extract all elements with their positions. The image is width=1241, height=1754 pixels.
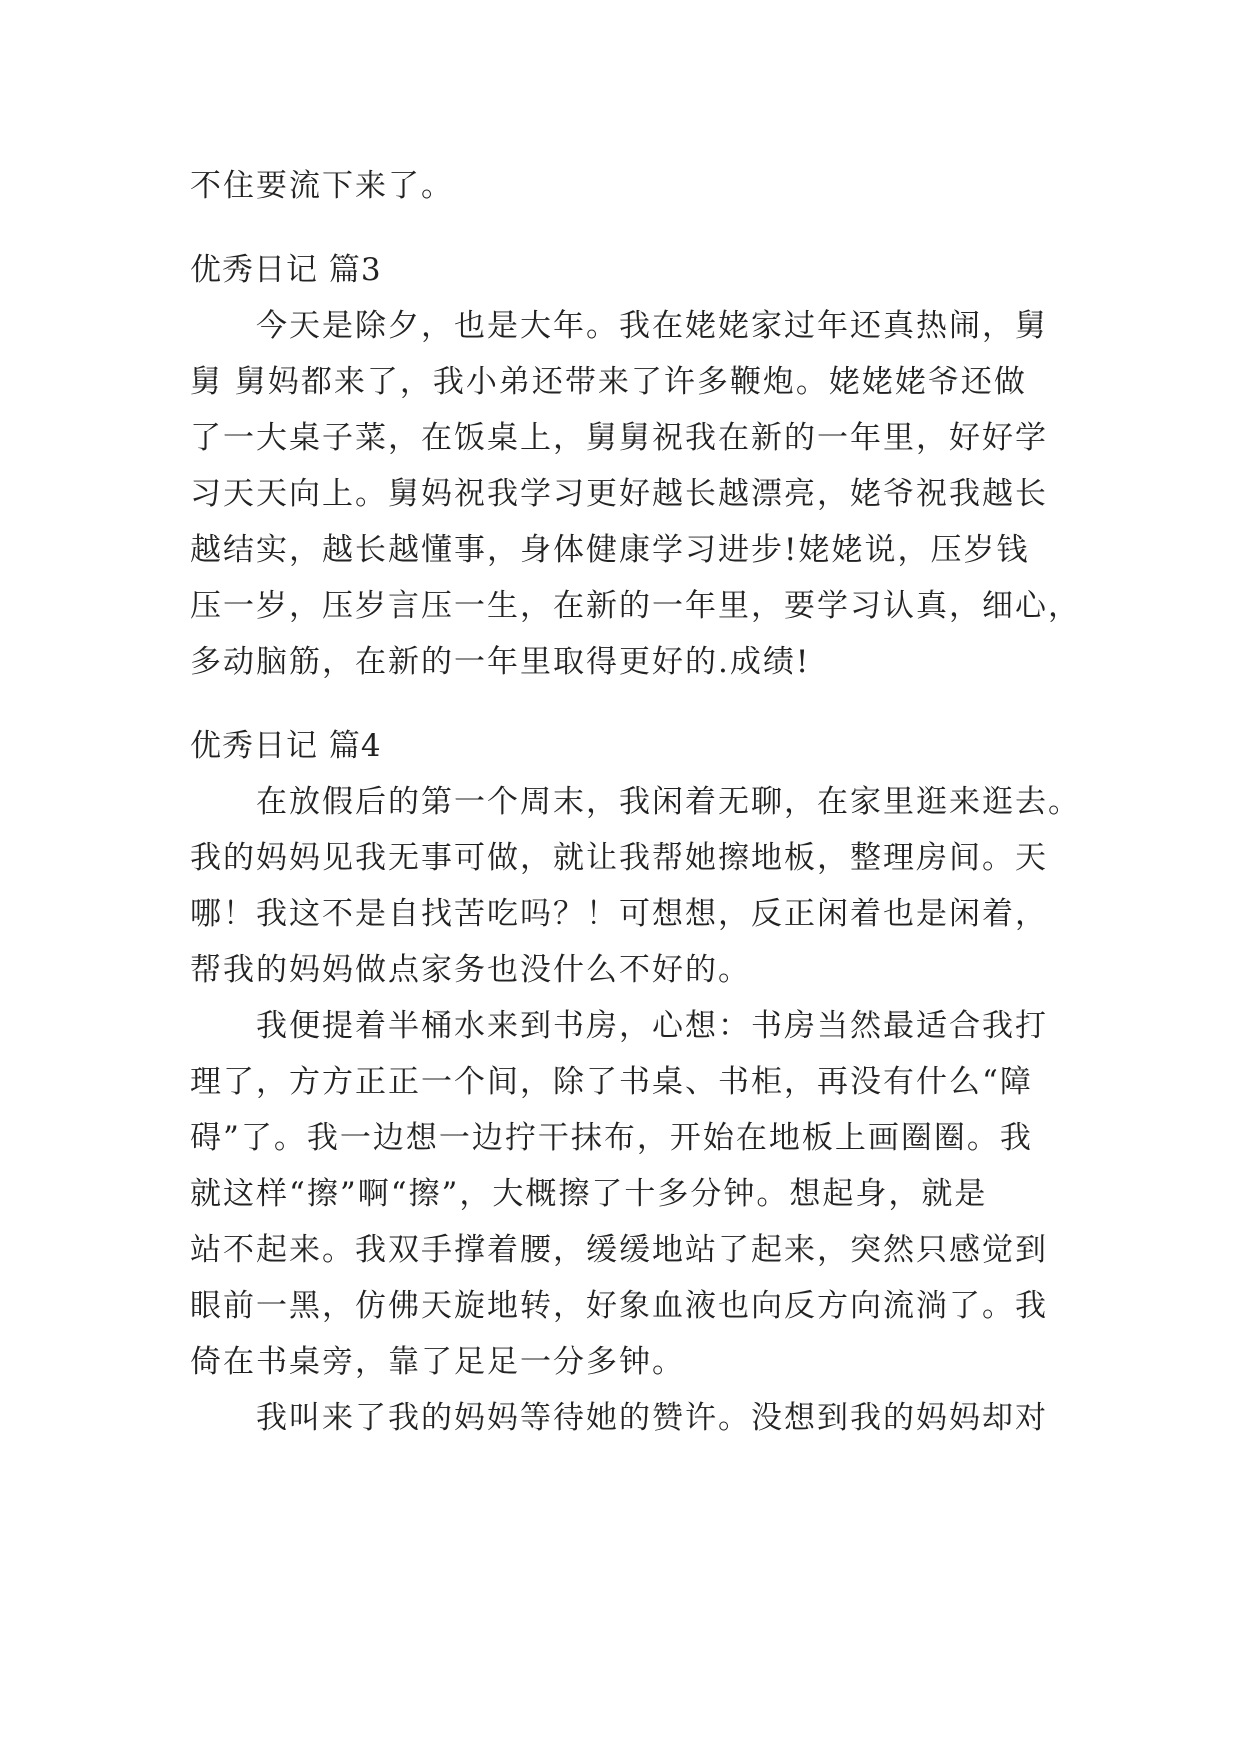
text-line: 我叫来了我的妈妈等待她的赞许。没想到我的妈妈却对 <box>190 1400 1048 1436</box>
text-line: 倚在书桌旁，靠了足足一分多钟。 <box>190 1344 685 1380</box>
text-line: 了一大桌子菜，在饭桌上，舅舅祝我在新的一年里，好好学 <box>190 420 1048 456</box>
text-line: 站不起来。我双手撑着腰，缓缓地站了起来，突然只感觉到 <box>190 1232 1048 1268</box>
text-line: 我的妈妈见我无事可做，就让我帮她擦地板，整理房间。天 <box>190 840 1048 876</box>
text-line: 在放假后的第一个周末，我闲着无聊，在家里逛来逛去。 <box>190 784 1081 820</box>
text-line: 习天天向上。舅妈祝我学习更好越长越漂亮，姥爷祝我越长 <box>190 476 1048 512</box>
text-line: 哪！我这不是自找苦吃吗？！可想想，反正闲着也是闲着， <box>190 896 1048 932</box>
text-line: 理了，方方正正一个间，除了书桌、书柜，再没有什么“障 <box>190 1064 1033 1100</box>
text-line: 就这样“擦”啊“擦”，大概擦了十多分钟。想起身，就是 <box>190 1176 988 1212</box>
text-line: 不住要流下来了。 <box>190 168 454 204</box>
text-line: 眼前一黑，仿佛天旋地转，好象血液也向反方向流淌了。我 <box>190 1288 1048 1324</box>
text-line: 压一岁，压岁言压一生，在新的一年里，要学习认真，细心， <box>190 588 1081 624</box>
section-heading: 优秀日记 篇4 <box>190 728 382 764</box>
text-line: 舅 舅妈都来了，我小弟还带来了许多鞭炮。姥姥姥爷还做 <box>190 364 1027 400</box>
text-line: 多动脑筋，在新的一年里取得更好的.成绩! <box>190 644 811 680</box>
text-line: 我便提着半桶水来到书房，心想：书房当然最适合我打 <box>190 1008 1048 1044</box>
text-line: 越结实，越长越懂事，身体健康学习进步!姥姥说，压岁钱 <box>190 532 1030 568</box>
section-heading: 优秀日记 篇3 <box>190 252 382 288</box>
text-line: 碍”了。我一边想一边拧干抹布，开始在地板上画圈圈。我 <box>190 1120 1033 1156</box>
text-line: 帮我的妈妈做点家务也没什么不好的。 <box>190 952 751 988</box>
text-line: 今天是除夕，也是大年。我在姥姥家过年还真热闹，舅 <box>190 308 1048 344</box>
